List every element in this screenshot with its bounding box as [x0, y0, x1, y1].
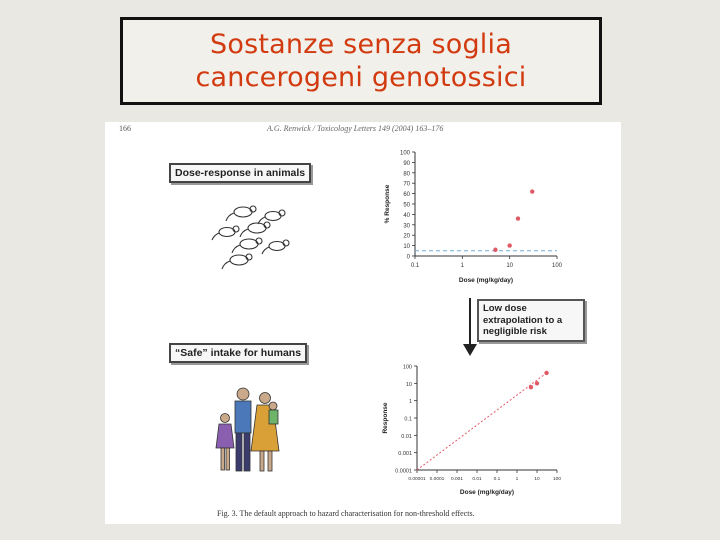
- scanned-figure: [105, 122, 621, 524]
- y-tick-label: 20: [403, 233, 410, 240]
- low-dose-extrapolation-chart: [375, 358, 575, 508]
- x-tick-label: 10: [506, 263, 514, 269]
- figure-caption: Fig. 3. The default approach to hazard characterisation for non-threshold effects.: [217, 509, 475, 518]
- dose-response-label: Dose-response in animals: [169, 163, 311, 183]
- y-tick-label: 10: [403, 244, 410, 251]
- data-point: [507, 243, 511, 247]
- dose-response-chart: [375, 144, 575, 294]
- y-axis-label: % Response: [384, 184, 391, 224]
- y-tick-label: 0.01: [401, 433, 412, 440]
- y-tick-label: 0.1: [404, 416, 412, 423]
- y-tick-label: 100: [402, 364, 412, 371]
- y-tick-label: 70: [403, 181, 410, 188]
- x-tick-label: 100: [552, 477, 562, 482]
- x-tick-label: 0.0001: [429, 477, 445, 482]
- data-point: [530, 189, 534, 193]
- y-tick-label: 60: [403, 192, 410, 199]
- extrapolation-line: [417, 373, 547, 470]
- x-axis-label: Dose (mg/kg/day): [458, 277, 514, 284]
- y-tick-label: 0.0001: [395, 468, 412, 475]
- rat-icon: [211, 200, 295, 272]
- data-point: [535, 381, 539, 385]
- x-tick-label: 0.1: [410, 263, 420, 269]
- extrapolation-line-3: negligible risk: [483, 326, 547, 337]
- x-tick-label: 0.001: [450, 477, 464, 482]
- slide-title-line-1: Sostanze senza soglia: [210, 29, 512, 60]
- y-tick-label: 0.001: [398, 451, 412, 458]
- y-tick-label: 30: [403, 223, 410, 230]
- y-tick-label: 50: [403, 202, 410, 209]
- data-point: [493, 248, 497, 252]
- extrapolation-line-1: Low dose: [483, 303, 527, 314]
- x-tick-label: 100: [551, 263, 563, 269]
- x-axis-label: Dose (mg/kg/day): [459, 489, 515, 496]
- x-tick-label: 0.01: [472, 477, 482, 482]
- data-point: [529, 385, 533, 389]
- extrapolation-box: [477, 299, 585, 342]
- slide-title-line-2: cancerogeni genotossici: [195, 62, 527, 93]
- safe-intake-label: “Safe” intake for humans: [169, 343, 307, 363]
- y-tick-label: 1: [408, 399, 412, 406]
- page-number: 166: [119, 124, 131, 133]
- data-point: [544, 371, 548, 375]
- x-tick-label: 1: [460, 263, 465, 269]
- y-tick-label: 40: [403, 212, 410, 219]
- slide-title-box: [120, 17, 602, 105]
- extrapolation-line-2: extrapolation to a: [483, 314, 563, 326]
- y-axis-label: Response: [382, 402, 389, 434]
- x-tick-label: 0.00001: [408, 477, 426, 482]
- x-tick-label: 10: [534, 477, 540, 482]
- y-tick-label: 0: [406, 254, 410, 261]
- family-icon: [213, 384, 289, 480]
- x-tick-label: 1: [515, 477, 519, 482]
- x-tick-label: 0.1: [493, 477, 501, 482]
- down-arrow-icon: [460, 298, 480, 358]
- y-tick-label: 10: [405, 381, 412, 388]
- journal-header: A.G. Renwick / Toxicology Letters 149 (2004) 163–176: [267, 124, 444, 133]
- data-point: [516, 216, 520, 220]
- y-tick-label: 90: [403, 160, 410, 167]
- y-tick-label: 100: [399, 150, 410, 157]
- y-tick-label: 80: [403, 171, 410, 178]
